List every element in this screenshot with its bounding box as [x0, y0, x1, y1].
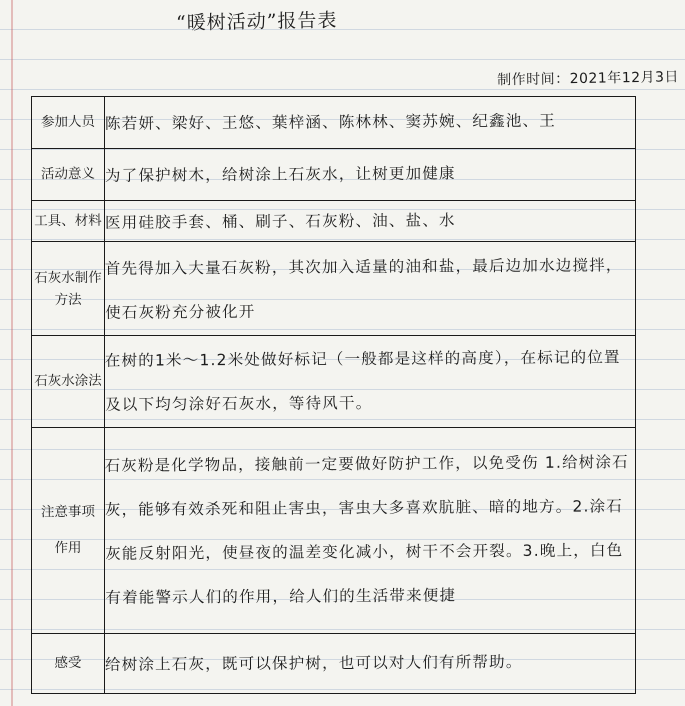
row-content	[105, 97, 636, 149]
row-label	[32, 242, 105, 335]
materials-text: 医用硅胶手套、桶、刷子、石灰粉、油、盐、水	[104, 211, 456, 232]
method-label: 石灰水制作方法	[34, 269, 102, 308]
row-label	[32, 97, 105, 149]
row-label	[32, 633, 105, 693]
notes-label: 注意事项	[40, 504, 96, 521]
application-text: 在树的1米～1.2米处做好标记（一般都是这样的高度），在标记的位置及以下均匀涂好石灰水，等待风干。	[104, 348, 621, 415]
row-content	[105, 242, 636, 335]
participants-label: 参加人员	[40, 114, 96, 131]
table-row-participants	[32, 97, 636, 149]
row-content	[105, 148, 636, 200]
row-label	[32, 428, 105, 634]
report-table	[31, 96, 636, 694]
application-label: 石灰水涂法	[34, 373, 102, 390]
participants-text: 陈若妍、梁好、王悠、葉梓涵、陈林林、窦苏婉、纪鑫池、王	[104, 112, 556, 134]
row-content	[105, 200, 636, 242]
purpose-text: 为了保护树木，给树涂上石灰水，让树更加健康	[104, 164, 456, 186]
row-content	[105, 335, 636, 427]
creation-date: 制作时间：2021年12月3日	[497, 69, 680, 89]
reflection-text: 给树涂上石灰，既可以保护树，也可以对人们有所帮助。	[104, 653, 523, 675]
row-label	[32, 200, 105, 242]
effect-label: 作用	[54, 540, 82, 557]
reflection-label: 感受	[54, 655, 82, 672]
table-row-reflection	[32, 633, 636, 693]
table-row-purpose	[32, 148, 636, 200]
table-row-application	[32, 335, 636, 427]
notes-text: 石灰粉是化学物品，接触前一定要做好防护工作，以免受伤 1.给树涂石灰，能够有效杀死和阻止害虫，害虫大多喜欢肮脏、暗的地方。2.涂石灰能反射阳光，使昼夜的温差变化减小，树干不会开裂。3.晚上，白色有着能警示人们的作用，给人们的生活带来便捷	[104, 453, 629, 608]
row-label	[32, 148, 105, 200]
purpose-label: 活动意义	[40, 166, 96, 183]
row-content	[105, 428, 636, 634]
table-row-materials	[32, 200, 636, 242]
table-row-method	[32, 242, 636, 335]
table-row-notes	[32, 428, 636, 634]
materials-label: 工具、材料	[34, 212, 102, 230]
method-text: 首先得加入大量石灰粉，其次加入适量的油和盐，最后边加水边搅拌，使石灰粉充分被化开	[104, 255, 623, 322]
report-title: “暖树活动”报告表	[175, 9, 338, 35]
row-label	[32, 335, 105, 427]
row-content	[105, 633, 636, 693]
